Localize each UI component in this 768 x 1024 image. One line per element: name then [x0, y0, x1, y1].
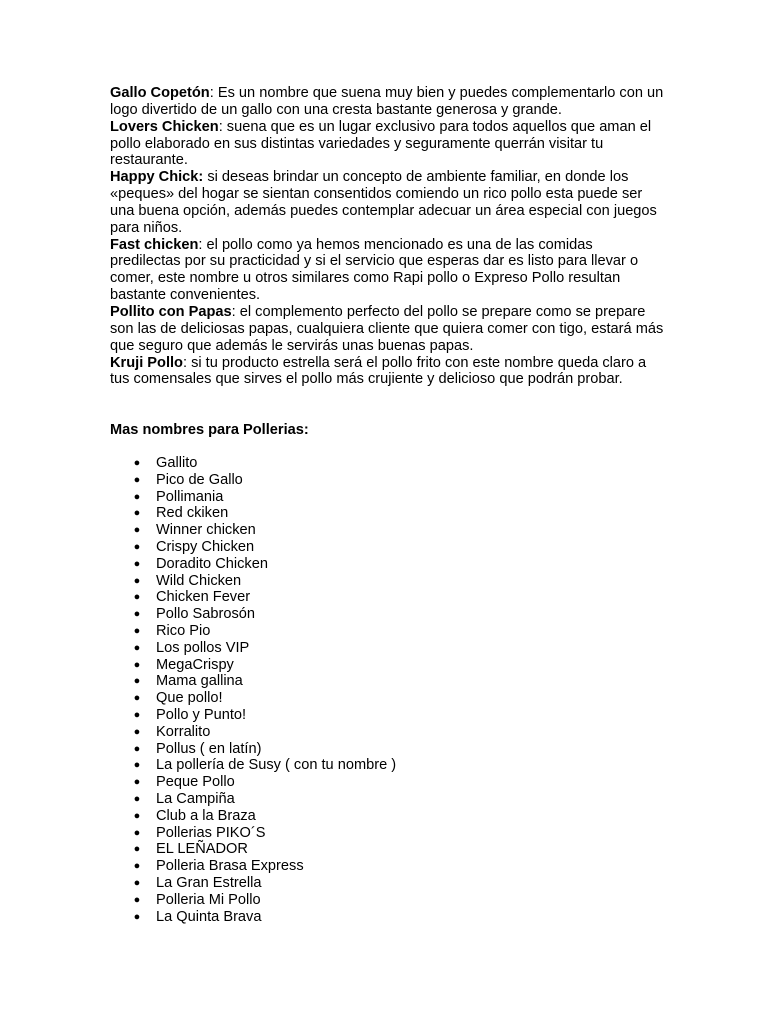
entry-lovers-chicken [110, 119, 665, 170]
list-item-label: Pollo y Punto! [156, 706, 247, 723]
list-item-label: Club a la Braza [156, 807, 256, 824]
list-item [110, 539, 396, 556]
bullet-icon: ● [133, 826, 141, 839]
list-item-label: Chicken Fever [156, 589, 251, 606]
bullet-icon: ● [133, 540, 141, 553]
list-item [110, 623, 396, 640]
list-item [110, 808, 396, 825]
list-item-label: Pollerias PIKO´S [156, 824, 266, 841]
list-item [110, 909, 396, 926]
bullet-icon: ● [133, 608, 141, 621]
bullet-icon: ● [133, 792, 141, 805]
list-item-label: Red ckiken [156, 505, 229, 522]
bullet-icon: ● [133, 860, 141, 873]
list-item-label: Los pollos VIP [156, 639, 250, 656]
list-item-label: La Quinta Brava [156, 908, 262, 925]
bullet-icon: ● [133, 658, 141, 671]
bullet-icon: ● [133, 742, 141, 755]
list-item [110, 741, 396, 758]
list-item-label: Pollimania [156, 488, 224, 505]
list-item [110, 640, 396, 657]
list-item-label: Polleria Mi Pollo [156, 891, 261, 908]
names-list [110, 455, 396, 925]
bullet-icon: ● [133, 557, 141, 570]
list-item-label: EL LEÑADOR [156, 841, 248, 858]
bullet-icon: ● [133, 910, 141, 923]
list-item-label: Gallito [156, 455, 198, 471]
entry-text: si deseas brindar un concepto de ambiente familiar, en donde los «peques» del hogar se sientan consentidos comiendo un rico pollo esta puede ser una buena opción, además puedes contemplar adecuar un área especial con juegos para niños. [110, 169, 657, 236]
document-page [110, 85, 665, 925]
entry-kruji-pollo [110, 355, 665, 389]
list-item [110, 825, 396, 842]
list-item-label: Winner chicken [156, 522, 256, 539]
list-item-label: La Gran Estrella [156, 874, 262, 891]
bullet-icon: ● [133, 893, 141, 906]
bullet-icon: ● [133, 675, 141, 688]
entry-title: Gallo Copetón [110, 85, 210, 101]
entry-pollito-con-papas [110, 304, 665, 355]
entry-text: : suena que es un lugar exclusivo para todos aquellos que aman el pollo elaborado en sus distintas variedades y seguramente querrán visitar tu restaurante. [110, 118, 652, 169]
entry-title: Lovers Chicken [110, 118, 219, 135]
list-item [110, 673, 396, 690]
list-item [110, 589, 396, 606]
entry-fast-chicken [110, 237, 665, 304]
list-item-label: Peque Pollo [156, 774, 235, 791]
list-item-label: La Campiña [156, 790, 235, 807]
entry-text: : el pollo como ya hemos mencionado es una de las comidas predilectas por su practicidad y si el servicio que esperas dar es listo para llevar o comer, este nombre u otros similares como Rapi pollo o Expreso Pollo resultan bastante convenientes. [110, 236, 639, 304]
list-item-label: Que pollo! [156, 690, 223, 707]
list-item [110, 690, 396, 707]
bullet-icon: ● [133, 490, 141, 503]
list-item [110, 858, 396, 875]
list-item [110, 757, 396, 774]
list-item-label: Pollus ( en latín) [156, 740, 262, 757]
bullet-icon: ● [133, 843, 141, 856]
entry-gallo-copeton [110, 85, 665, 119]
bullet-icon: ● [133, 507, 141, 520]
list-item-label: Pollo Sabrosón [156, 606, 255, 623]
bullet-icon: ● [133, 591, 141, 604]
entry-title: Kruji Pollo [110, 354, 183, 371]
list-item [110, 522, 396, 539]
list-item-label: MegaCrispy [156, 656, 234, 673]
entry-title: Pollito con Papas [110, 303, 232, 320]
list-item [110, 875, 396, 892]
list-item [110, 606, 396, 623]
list-item [110, 657, 396, 674]
list-item-label: Mama gallina [156, 673, 243, 690]
entry-text: : si tu producto estrella será el pollo frito con este nombre queda claro a tus comensales que sirves el pollo más crujiente y delicioso que podrán probar. [110, 354, 647, 388]
entry-title: Fast chicken [110, 236, 199, 253]
list-item [110, 841, 396, 858]
bullet-icon: ● [133, 457, 141, 469]
list-item-label: Doradito Chicken [156, 555, 268, 572]
section-heading: Mas nombres para Pollerias: [110, 422, 309, 438]
entry-title: Happy Chick: [110, 169, 204, 186]
list-item [110, 573, 396, 590]
bullet-icon: ● [133, 574, 141, 587]
list-item [110, 707, 396, 724]
list-item-label: La pollería de Susy ( con tu nombre ) [156, 757, 397, 774]
entry-text: : Es un nombre que suena muy bien y puedes complementarlo con un logo divertido de un gallo con una cresta bastante generosa y grande. [110, 85, 664, 118]
list-item-label: Crispy Chicken [156, 538, 255, 555]
entry-happy-chick [110, 169, 665, 236]
bullet-icon: ● [133, 524, 141, 537]
list-item [110, 489, 396, 506]
list-item [110, 556, 396, 573]
bullet-icon: ● [133, 776, 141, 789]
bullet-icon: ● [133, 876, 141, 889]
list-item-label: Korralito [156, 723, 211, 740]
list-item [110, 724, 396, 741]
bullet-icon: ● [133, 725, 141, 738]
list-item-label: Pico de Gallo [156, 471, 243, 488]
list-item-label: Wild Chicken [156, 572, 242, 589]
list-item-label: Polleria Brasa Express [156, 858, 304, 875]
list-item-label: Rico Pio [156, 622, 211, 639]
list-item [110, 791, 396, 808]
bullet-icon: ● [133, 759, 141, 772]
bullet-icon: ● [133, 692, 141, 705]
list-item [110, 472, 396, 489]
list-item [110, 892, 396, 909]
bullet-icon: ● [133, 809, 141, 822]
name-descriptions [110, 85, 665, 388]
bullet-icon: ● [133, 708, 141, 721]
list-item [110, 505, 396, 522]
entry-text: : el complemento perfecto del pollo se prepare como se prepare son las de deliciosas papas, cualquiera cliente que quiera comer con tigo, estará más que seguro que además le servirás unas buenas papas. [110, 303, 664, 354]
bullet-icon: ● [133, 473, 141, 486]
bullet-icon: ● [133, 641, 141, 654]
bullet-icon: ● [133, 624, 141, 637]
list-item [110, 455, 396, 472]
list-item [110, 774, 396, 791]
